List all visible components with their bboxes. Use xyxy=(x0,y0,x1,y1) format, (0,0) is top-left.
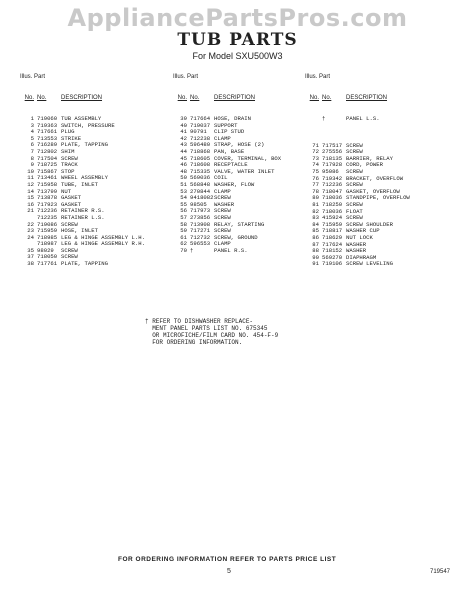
part-number: 713799 xyxy=(37,187,58,195)
part-description: COIL xyxy=(214,174,228,182)
part-description: PANEL R.S. xyxy=(214,246,248,254)
part-number: 95086 xyxy=(322,167,339,175)
illus-number: 91 xyxy=(312,260,319,268)
part-number: 715958 xyxy=(37,180,58,188)
watermark: AppliancePartsPros.com xyxy=(67,4,408,32)
ordering-footer: FOR ORDERING INFORMATION REFER TO PARTS PRICE LIST xyxy=(118,556,337,563)
part-description: SCREW LEVELING xyxy=(346,260,393,268)
part-description: HOSE, DRAIN xyxy=(214,115,251,122)
illus-number: 22 xyxy=(27,220,34,228)
part-number: 718985 xyxy=(37,233,58,241)
part-row xyxy=(305,261,410,268)
part-description: SCREW, GROUND xyxy=(214,233,258,241)
part-number: 717664 xyxy=(190,115,211,122)
part-number: 415924 xyxy=(322,214,343,222)
part-number: 712235 xyxy=(37,213,58,221)
part-description: WHEEL ASSEMBLY xyxy=(61,174,108,182)
part-description: SCREW xyxy=(346,200,363,208)
part-description: PLATE, TAPPING xyxy=(61,260,108,268)
part-description: WASHER xyxy=(346,247,367,255)
part-number: 718036 xyxy=(322,207,343,215)
part-description: NUT xyxy=(61,187,72,195)
part-number: 596553 xyxy=(190,240,211,248)
document-code: 719547 xyxy=(430,569,451,575)
part-description: SCREW xyxy=(61,246,78,254)
illus-number: 14 xyxy=(27,187,34,195)
part-description: FLOAT xyxy=(346,207,363,215)
part-number: 718605 xyxy=(190,154,211,162)
part-number: 713878 xyxy=(37,194,58,202)
part-description: SCREW xyxy=(61,154,78,162)
parts-column-1 xyxy=(20,60,145,268)
part-description: CLAMP xyxy=(214,240,231,248)
illus-number: 56 xyxy=(180,207,187,215)
part-description: RECEPTACLE xyxy=(214,161,248,169)
part-number: 718725 xyxy=(37,161,58,169)
part-description: SCREW xyxy=(214,194,231,202)
page-number: 5 xyxy=(227,568,231,575)
part-number: 90791 xyxy=(190,128,207,136)
illus-number: 5 xyxy=(30,134,34,142)
part-description: CORD, POWER xyxy=(346,161,383,169)
illus-number: 77 xyxy=(312,181,319,189)
illus-number: 1 xyxy=(30,115,34,122)
part-description: PANEL L.S. xyxy=(346,115,380,122)
part-description: BRACKET, OVERFLOW xyxy=(346,174,404,182)
part-description: LEG & HINGE ASSEMBLY L.H. xyxy=(61,233,145,241)
model-subtitle: For Model SXU500W3 xyxy=(192,51,283,61)
part-description: WASHER xyxy=(346,240,367,248)
part-description: PAN, BASE xyxy=(214,147,245,155)
illus-number: 74 xyxy=(312,161,319,169)
part-description: WASHER CUP xyxy=(346,227,380,235)
part-number: 715959 xyxy=(322,220,343,228)
part-number: 712236 xyxy=(37,207,58,215)
part-description: SHIM xyxy=(61,147,75,155)
part-number: 718135 xyxy=(322,154,343,162)
illus-number: 80 xyxy=(312,194,319,202)
illus-number: 59 xyxy=(180,227,187,235)
illus-number: 86 xyxy=(312,233,319,241)
part-number: 715959 xyxy=(37,227,58,235)
part-description: WASHER, FLOW xyxy=(214,180,255,188)
part-number: 718987 xyxy=(37,240,58,248)
illus-number: 46 xyxy=(180,161,187,169)
illus-number: 16 xyxy=(27,200,34,208)
illus-number: 61 xyxy=(180,233,187,241)
part-number: 712236 xyxy=(322,181,343,189)
part-number: 568848 xyxy=(190,180,211,188)
part-description: TUBE, INLET xyxy=(61,180,98,188)
illus-number: 3 xyxy=(30,121,34,129)
illus-number: 43 xyxy=(180,141,187,149)
illus-number: 53 xyxy=(180,187,187,195)
part-description: SCREW xyxy=(346,214,363,222)
part-description: PLATE, TAPPING xyxy=(61,141,108,149)
part-description: SCREW xyxy=(61,253,78,261)
part-number: 712732 xyxy=(190,233,211,241)
part-description: NUT LOCK xyxy=(346,233,373,241)
illus-number: 84 xyxy=(312,220,319,228)
part-row xyxy=(20,261,145,268)
part-description: LEG & HINGE ASSEMBLY R.H. xyxy=(61,240,145,248)
part-description: TUB ASSEMBLY xyxy=(61,115,102,122)
part-number: 719342 xyxy=(322,174,343,182)
illus-number: 12 xyxy=(27,180,34,188)
part-description: STRAP, HOSE (2) xyxy=(214,141,265,149)
part-number: 569270 xyxy=(322,253,343,261)
illus-number: 40 xyxy=(180,121,187,129)
part-description: STOP xyxy=(61,167,75,175)
part-number: 713461 xyxy=(37,174,58,182)
part-description: SCREW xyxy=(346,167,363,175)
illus-number: 54 xyxy=(180,194,187,202)
part-number: 712238 xyxy=(190,134,211,142)
part-number: 717973 xyxy=(190,207,211,215)
illus-number: 85 xyxy=(312,227,319,235)
illus-number: 82 xyxy=(312,207,319,215)
part-description: SCREW SHOULDER xyxy=(346,220,393,228)
part-number: 717761 xyxy=(37,260,58,268)
part-number: 270844 xyxy=(190,187,211,195)
illus-number: 72 xyxy=(312,148,319,156)
illus-number: 6 xyxy=(30,141,34,149)
illus-number: 83 xyxy=(312,214,319,222)
illus-number: 4 xyxy=(30,128,34,136)
illus-number: 76 xyxy=(312,174,319,182)
part-number: 718036 xyxy=(322,194,343,202)
parts-column-3 xyxy=(305,60,410,268)
illus-number: 44 xyxy=(180,147,187,155)
illus-number: 81 xyxy=(312,200,319,208)
column-header: Illus. Part No. No. DESCRIPTION xyxy=(20,74,103,101)
illus-number: 62 xyxy=(180,240,187,248)
illus-number: 87 xyxy=(312,240,319,248)
part-description: CLAMP xyxy=(214,187,231,195)
illus-number: 21 xyxy=(27,207,34,215)
illus-number: 51 xyxy=(180,180,187,188)
part-number: 713553 xyxy=(37,134,58,142)
column-header: Illus. Part No. No. DESCRIPTION xyxy=(173,74,256,101)
part-number: 717928 xyxy=(322,161,343,169)
illus-number xyxy=(305,116,322,123)
part-number: 718152 xyxy=(322,247,343,255)
part-number: 717624 xyxy=(322,240,343,248)
part-number: 712802 xyxy=(37,147,58,155)
part-number: 719037 xyxy=(190,121,211,129)
illus-number: 58 xyxy=(180,220,187,228)
part-description: SCREW xyxy=(346,141,363,149)
part-description: COVER, TERMINAL, BOX xyxy=(214,154,282,162)
part-number: 718868 xyxy=(190,147,211,155)
part-description: CLAMP xyxy=(214,134,231,142)
part-description: SUPPORT xyxy=(214,121,238,129)
part-number: 713908 xyxy=(190,220,211,228)
illus-number: 23 xyxy=(27,227,34,235)
illus-number: 55 xyxy=(180,200,187,208)
part-description: GASKET, OVERFLOW xyxy=(346,187,400,195)
part-number: 718047 xyxy=(322,187,343,195)
part-number: 9418082 xyxy=(190,194,214,202)
part-description: RETAINER L.S. xyxy=(61,213,105,221)
part-number: 716289 xyxy=(37,141,58,149)
part-number: 719060 xyxy=(37,115,58,122)
part-description: WASHER xyxy=(214,200,235,208)
part-description: BARRIER, RELAY xyxy=(346,154,393,162)
part-number: 717504 xyxy=(37,154,58,162)
part-number: 275556 xyxy=(322,148,343,156)
illus-number: 41 xyxy=(180,128,187,136)
part-number: 717661 xyxy=(37,128,58,136)
part-description: GASKET xyxy=(61,194,82,202)
illus-number: 71 xyxy=(312,141,319,149)
part-description: VALVE, WATER INLET xyxy=(214,167,275,175)
part-description: SCREW xyxy=(214,213,231,221)
part-number: 718608 xyxy=(190,161,211,169)
illus-number: 37 xyxy=(27,253,34,261)
part-description: STANDPIPE, OVERFLOW xyxy=(346,194,410,202)
part-description: SCREW xyxy=(346,181,363,189)
part-description: SCREW xyxy=(346,148,363,156)
part-description: SCREW xyxy=(214,207,231,215)
part-description: PLUG xyxy=(61,128,75,136)
page-title: TUB PARTS xyxy=(177,30,298,50)
part-number: 715867 xyxy=(37,167,58,175)
illus-number: 8 xyxy=(30,154,34,162)
illus-number: 50 xyxy=(180,174,187,182)
part-number: 719106 xyxy=(322,260,343,268)
illus-number: 9 xyxy=(30,161,34,169)
part-description: STRIKE xyxy=(61,134,82,142)
part-number: 719363 xyxy=(37,121,58,129)
part-description: CLIP STUD xyxy=(214,128,245,136)
part-number: 717923 xyxy=(37,200,58,208)
illus-number: 7 xyxy=(30,147,34,155)
illus-number: 35 xyxy=(27,246,34,254)
panel-reference-note: † REFER TO DISHWASHER REPLACE- MENT PANEL PARTS LIST NO. 675345 OR MICROFICHE/FILM CARD NO. 454-F-9 FOR ORDERING INFORMATION. xyxy=(145,318,279,346)
part-number: 718250 xyxy=(322,200,343,208)
part-description: SWITCH, PRESSURE xyxy=(61,121,115,129)
part-number: 717271 xyxy=(190,227,211,235)
part-number: 273856 xyxy=(190,213,211,221)
part-number: † xyxy=(322,115,326,122)
illus-number: 39 xyxy=(180,115,187,122)
part-description: HOSE, INLET xyxy=(61,227,98,235)
part-row xyxy=(173,248,281,255)
illus-number: 11 xyxy=(27,174,34,182)
part-number: 718050 xyxy=(37,253,58,261)
illus-number: 15 xyxy=(27,194,34,202)
part-description: GASKET xyxy=(61,200,82,208)
illus-number: 48 xyxy=(180,167,187,175)
illus-number: 38 xyxy=(27,260,34,268)
part-description: SCREW xyxy=(61,220,78,228)
part-number: 715335 xyxy=(190,167,211,175)
part-description: SCREW xyxy=(214,227,231,235)
part-description: DIAPHRAGM xyxy=(346,253,377,261)
column-header: Illus. Part No. No. DESCRIPTION xyxy=(305,74,388,101)
part-number: 719086 xyxy=(37,220,58,228)
part-number: 718629 xyxy=(322,233,343,241)
illus-number: 73 xyxy=(312,154,319,162)
part-description: TRACK xyxy=(61,161,78,169)
part-number: 98505 xyxy=(190,200,207,208)
part-description: RETAINER R.S. xyxy=(61,207,105,215)
part-number: † xyxy=(190,246,194,254)
illus-number: 90 xyxy=(312,253,319,261)
part-number: 569036 xyxy=(190,174,211,182)
part-description: RELAY, STARTING xyxy=(214,220,265,228)
illus-number: 57 xyxy=(180,213,187,221)
illus-number: 10 xyxy=(27,167,34,175)
parts-column-2 xyxy=(173,60,281,254)
part-number: 717517 xyxy=(322,141,343,149)
illus-number: 88 xyxy=(312,247,319,255)
illus-number: 70 xyxy=(180,246,187,254)
illus-number: 45 xyxy=(180,154,187,162)
part-number: 718817 xyxy=(322,227,343,235)
part-number: 98029 xyxy=(37,246,54,254)
part-number: 596480 xyxy=(190,141,211,149)
illus-number: 24 xyxy=(27,233,34,241)
illus-number: 78 xyxy=(312,187,319,195)
part-row xyxy=(305,116,410,123)
illus-number: 42 xyxy=(180,134,187,142)
illus-number: 75 xyxy=(312,167,319,175)
